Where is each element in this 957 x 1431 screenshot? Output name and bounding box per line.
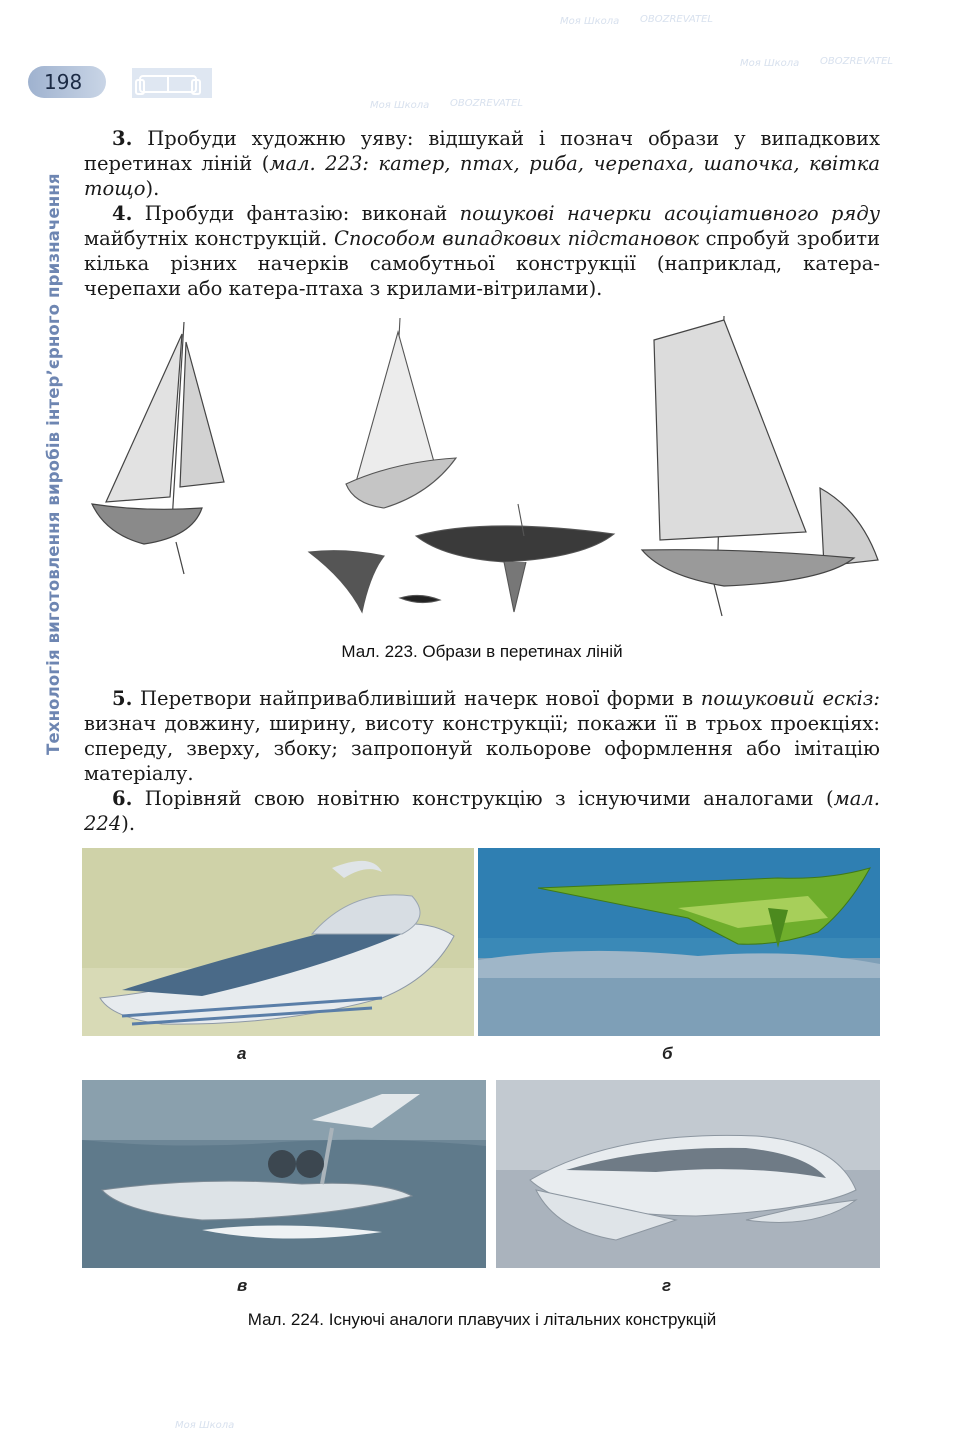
task-4-text-a: Пробуди фантазію: виконай — [132, 202, 460, 225]
task-5-number: 5. — [112, 687, 133, 710]
task-5-text-a: Перетвори найпривабливіший начерк нової форми в — [132, 687, 701, 710]
figure-223-caption: Мал. 223. Образи в перетинах ліній — [341, 642, 623, 661]
task-4-number: 4. — [112, 202, 133, 225]
watermark-school: Моя Школа — [560, 16, 620, 27]
watermark-school: Моя Школа — [740, 58, 800, 69]
task-3 — [84, 126, 880, 201]
photo-a-solar-boat — [82, 848, 474, 1036]
tasks-3-4 — [84, 126, 880, 301]
task-4-text-b: майбутніх конструкцій. — [84, 227, 334, 250]
photo-label-b: б — [662, 1044, 673, 1063]
task-4 — [84, 201, 880, 301]
task-6 — [84, 786, 880, 836]
task-3-text: Пробуди художню уяву: відшукай і познач образи у випадкових перетинах ліній ( — [84, 127, 880, 175]
task-3-end: ). — [145, 177, 160, 200]
task-4-italic-b: Способом випадкових підстановок — [333, 227, 700, 250]
watermark-brand: OBOZREVATEL — [450, 98, 523, 109]
photo-label-c: в — [237, 1276, 248, 1295]
photo-c-ekranoplan — [82, 1080, 486, 1268]
task-6-reference: мал. 224 — [84, 787, 880, 835]
section-side-title: Технологія виготовлення виробів інтер’єрного призначення — [44, 173, 63, 755]
task-4-italic-a: пошукові начерки асоціативного ряду — [459, 202, 881, 225]
task-5-text-b: визнач довжину, ширину, висоту конструкції; покажи її в трьох проекціях: спереду, зверху, збоку; запропонуй кольорове оформлення або імітацію матеріалу. — [84, 712, 880, 785]
photo-b-green-aircraft — [478, 848, 880, 1036]
page-number-badge — [28, 62, 208, 102]
watermark-brand: OBOZREVATEL — [820, 56, 893, 67]
watermark-school: Моя Школа — [370, 100, 430, 111]
task-4-text-c: спробуй зробити кілька різних начерків самобутньої конструкції (наприклад, катера-черепахи або катера-птаха з крилами-вітрилами). — [84, 227, 880, 300]
figure-223-sketches — [84, 312, 880, 630]
task-5-italic: пошуковий ескіз: — [700, 687, 880, 710]
task-3-number: 3. — [112, 127, 133, 150]
photo-d-catamaran — [496, 1080, 880, 1268]
photo-label-d: г — [662, 1276, 672, 1295]
task-6-text: Порівняй свою новітню конструкцію з існуючими аналогами ( — [132, 787, 834, 810]
watermark-school: Моя Школа — [175, 1420, 235, 1431]
tasks-5-6 — [84, 686, 880, 836]
figure-224-caption: Мал. 224. Існуючі аналоги плавучих і літальних конструкцій — [247, 1310, 717, 1329]
page-number: 198 — [44, 70, 83, 94]
sailboat-sketches-image — [84, 312, 880, 630]
task-6-end: ). — [121, 812, 136, 835]
task-6-number: 6. — [112, 787, 133, 810]
task-3-reference: мал. 223: катер, птах, риба, черепаха, шапочка, квітка тощо — [84, 152, 880, 200]
sofa-icon — [132, 68, 212, 98]
task-5 — [84, 686, 880, 786]
watermark-brand: OBOZREVATEL — [640, 14, 713, 25]
photo-label-a: а — [237, 1044, 247, 1063]
